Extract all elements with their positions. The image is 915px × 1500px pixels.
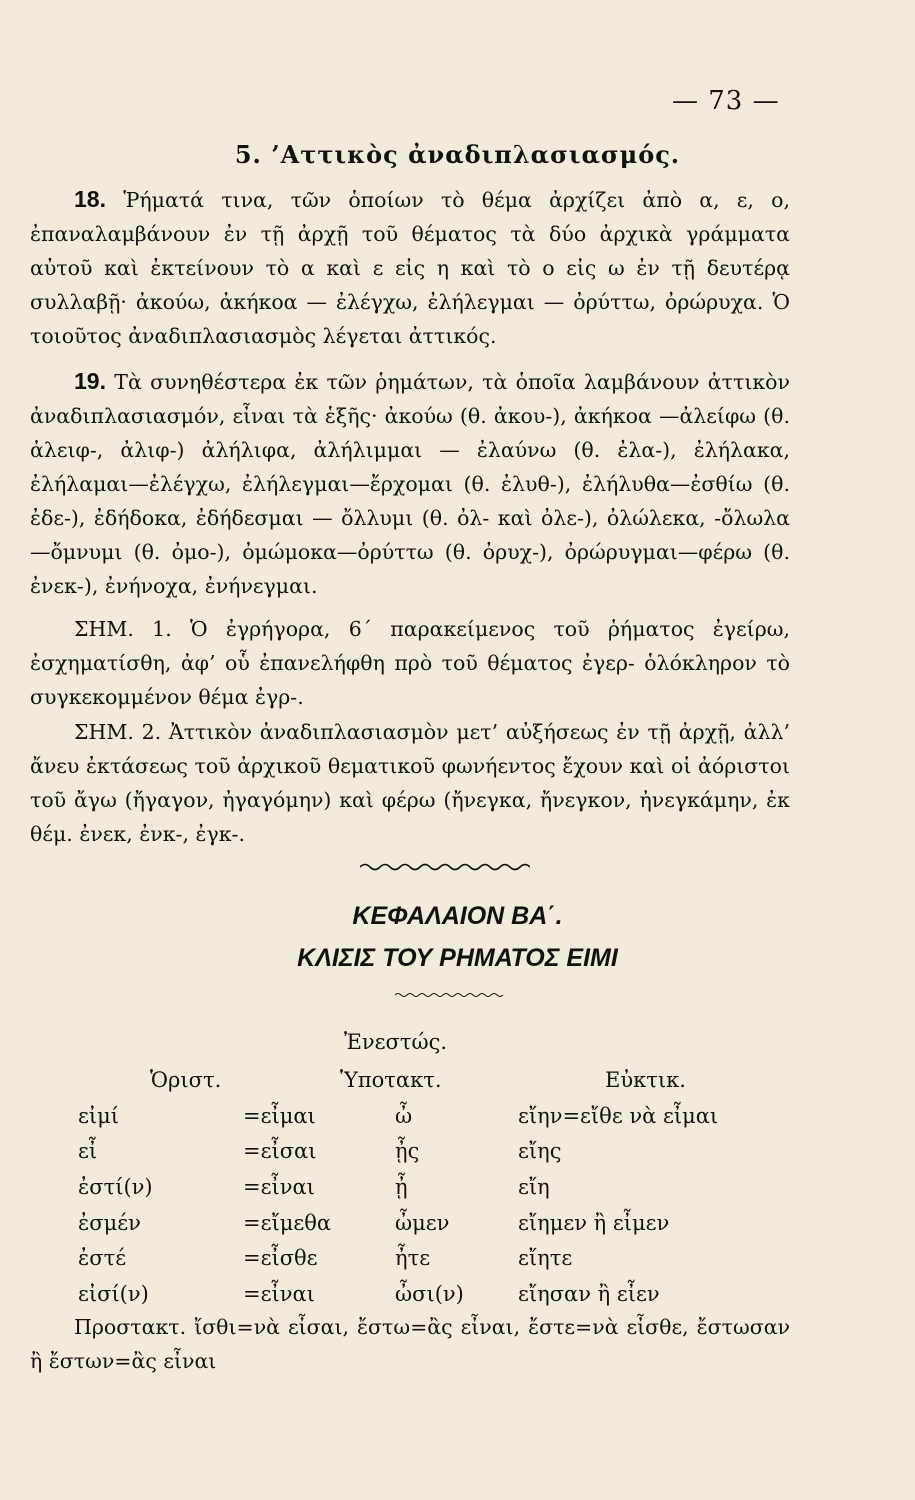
- form-optative: εἴημεν ἢ εἶμεν: [518, 1210, 670, 1235]
- form-subjunctive: ᾖς: [395, 1139, 420, 1164]
- form-modern: =εἶναι: [243, 1174, 315, 1199]
- table-row: [78, 1169, 818, 1205]
- paragraph-number: 19.: [74, 368, 106, 394]
- form-modern: =εἶσθε: [243, 1246, 318, 1271]
- paragraph-text: Ῥήματά τινα, τῶν ὁποίων τὸ θέμα ἀρχίζει ἀπὸ α, ε, ο, ἐπαναλαμβάνουν ἐν τῇ ἀρχῇ τοῦ θέματος τὰ δύο ἀρχικὰ γράμματα αὐτοῦ καὶ ἐκτείνουν τὸ α καὶ ε εἰς η καὶ τὸ ο εἰς ω ἐν τῇ δευτέρᾳ συλλαβῇ· ἀκούω, ἀκήκοα — ἐλέγχω, ἐλήλεγμαι — ὀρύττω, ὀρώρυχα. Ὁ τοιοῦτος ἀναδιπλασιασμὸς λέγεται ἀττικός.: [30, 188, 790, 348]
- form-subjunctive: ὦμεν: [395, 1210, 450, 1235]
- form-subjunctive: ὦσι(ν): [395, 1281, 464, 1306]
- note-1: [30, 612, 790, 714]
- form-modern: =εἶσαι: [243, 1139, 317, 1164]
- header-subjunctive: Ὑποτακτ.: [340, 1068, 442, 1092]
- wavy-divider: [360, 862, 530, 872]
- header-optative: Εὐκτικ.: [605, 1068, 686, 1092]
- form-optative: εἴης: [518, 1139, 562, 1164]
- tense-heading: Ἐνεστώς.: [344, 1030, 448, 1054]
- table-row: [78, 1276, 818, 1312]
- form-ancient: ἐστέ: [78, 1246, 127, 1271]
- note-text: ΣΗΜ. 2. Ἀττικὸν ἀναδιπλασιασμὸν μετ’ αὐξήσεως ἐν τῇ ἀρχῇ, ἀλλ’ ἄνευ ἐκτάσεως τοῦ ἀρχικοῦ θεματικοῦ φωνήεντος ἔχουν καὶ οἱ ἀόριστοι τοῦ ἄγω (ἤγαγον, ἠγαγόμην) καὶ φέρω (ἤνεγκα, ἤνεγκον, ἠνεγκάμην, ἐκ θέμ. ἐνεκ, ἐνκ-, ἐγκ-.: [30, 720, 790, 846]
- form-modern: =εἶναι: [243, 1281, 315, 1306]
- form-modern: =εἶμαι: [243, 1103, 316, 1128]
- form-ancient: εἰμί: [78, 1103, 119, 1128]
- form-optative: εἴη: [518, 1174, 550, 1199]
- form-ancient: εἰσί(ν): [78, 1281, 149, 1306]
- form-ancient: ἐστί(ν): [78, 1174, 153, 1199]
- chapter-title: ΚΛΙΣΙΣ ΤΟΥ ΡΗΜΑΤΟΣ ΕΙΜΙ: [297, 944, 618, 972]
- form-optative: εἴητε: [518, 1246, 573, 1271]
- conjugation-table: [78, 1098, 818, 1312]
- form-ancient: εἶ: [78, 1139, 98, 1164]
- form-modern: =εἴμεθα: [243, 1210, 332, 1235]
- form-subjunctive: ὦ: [395, 1103, 413, 1128]
- paragraph-18: [30, 182, 790, 353]
- page-number: — 73 —: [672, 86, 780, 116]
- table-row: [78, 1134, 818, 1170]
- section-title: 5. ’Αττικὸς ἀναδιπλασιασμός.: [234, 140, 681, 169]
- form-optative: εἴησαν ἢ εἶεν: [518, 1281, 660, 1306]
- table-row: [78, 1205, 818, 1241]
- form-optative: εἴην=εἴθε νὰ εἶμαι: [518, 1103, 719, 1128]
- header-indicative: Ὁριστ.: [150, 1068, 222, 1092]
- note-text: ΣΗΜ. 1. Ὁ ἐγρήγορα, 6΄ παρακείμενος τοῦ ῥήματος ἐγείρω, ἐσχηματίσθη, ἀφ’ οὗ ἐπανελήφθη πρὸ τοῦ θέματος ἐγερ- ὁλόκληρον τὸ συγκεκομμένον θέμα ἐγρ-.: [30, 617, 790, 709]
- imperative-line: Προστακτ. ἴσθι=νὰ εἶσαι, ἔστω=ἂς εἶναι, ἔστε=νὰ εἶσθε, ἔστωσαν ἢ ἔστων=ἂς εἶναι: [30, 1315, 790, 1373]
- chapter-number: ΚΕΦΑΛΑΙΟΝ ΒΑ΄.: [352, 902, 563, 930]
- table-row: [78, 1098, 818, 1134]
- form-ancient: ἐσμέν: [78, 1210, 141, 1235]
- note-2: [30, 715, 790, 851]
- paragraph-number: 18.: [74, 186, 106, 212]
- paragraph-text: Τὰ συνηθέστερα ἐκ τῶν ῥημάτων, τὰ ὁποῖα λαμβάνουν ἀττικὸν ἀναδιπλασιασμόν, εἶναι τὰ ἑξῆς· ἀκούω (θ. ἀκου-), ἀκήκοα —ἀλείφω (θ. ἀλειφ-, ἀλιφ-) ἀλήλιφα, ἀλήλιμμαι — ἐλαύνω (θ. ἐλα-), ἐλήλακα, ἐλήλαμαι—ἐλέγχω, ἐλήλεγμαι—ἔρχομαι (θ. ἐλυθ-), ἐλήλυθα—ἐσθίω (θ. ἐδε-), ἐδήδοκα, ἐδήδεσμαι — ὄλλυμι (θ. ὀλ- καὶ ὀλε-), ὀλώλεκα, -ὄλωλα—ὄμνυμι (θ. ὀμο-), ὀμώμοκα—ὀρύττω (θ. ὀρυχ-), ὀρώρυγμαι—φέρω (θ. ἐνεκ-), ἐνήνοχα, ἐνήνεγμαι.: [30, 370, 790, 598]
- paragraph-19: [30, 364, 790, 603]
- table-row: [78, 1240, 818, 1276]
- form-subjunctive: ἦτε: [395, 1246, 431, 1271]
- small-divider: [395, 992, 505, 998]
- form-subjunctive: ᾖ: [395, 1174, 408, 1199]
